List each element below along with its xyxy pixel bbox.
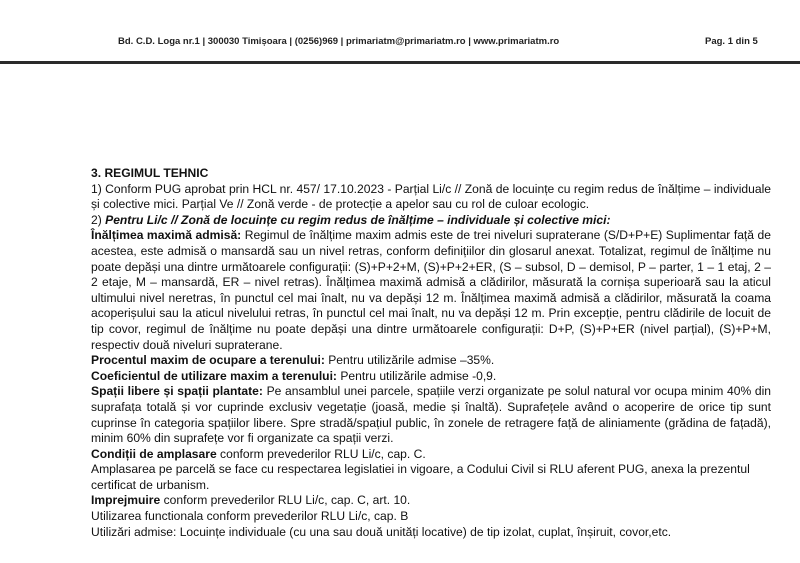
pot-text: Pentru utilizările admise –35%.: [324, 353, 495, 368]
paragraph-pot: [91, 353, 771, 369]
pot-label: Procentul maxim de ocupare a terenului:: [91, 353, 325, 368]
fence-label: Imprejmuire: [91, 493, 161, 508]
page-number: Pag. 1 din 5: [705, 36, 758, 47]
paragraph-allowed-uses: Utilizări admise: Locuințe individuale (cu una sau două unități locative) de tip izolat, cuplat, înșiruit, covor,etc.: [91, 524, 672, 539]
green-label: Spații libere și spații plantate:: [91, 384, 263, 399]
paragraph-fence: [91, 493, 771, 509]
placement-label: Condiții de amplasare: [91, 446, 217, 461]
paragraph-placement: Amplasarea pe parcelă se face cu respectarea legislatiei in vigoare, a Codului Civil si RLU aferent PUG, anexa la prezentul certificat de urbanism.: [91, 462, 750, 492]
page-header: [0, 0, 800, 62]
height-text: Regimul de înălțime maxim admis este de trei niveluri supraterane (S/D+P+E) Suplimentar față de acestea, este admisă o mansardă sau un nivel retras, conform definițiilor din glosarul anexat. Totalizat, regimul de înălțime nu poate depăși una dintre următoarele configurații: (S)+P+2+M, (S)+P+2+ER, (S – subsol, D – demisol, P – parter, 1 – 1 etaj, 2 – 2 etaje, M – mansardă, ER – nivel retras). Înălțimea maximă admisă a clădirilor, măsurată la cornișa superioară sau la aticul ultimului nivel neretras, în punctul cel mai înalt, nu va depăși 12 m. Înălțimea maximă admisă a clădirilor, măsurată la coama acoperișului sau la aticul nivelului retras, în punctul cel mai înalt, nu va depăși 12 m. Prin excepție, pentru clădirile de locuit de tip covor, regimul de înălțime nu poate depăși una dintre următoarele configurații: D+P, (S)+P+ER (nivel parțial), (S)+P+M, respectiv două niveluri supraterane.: [91, 228, 771, 352]
paragraph-placement-conditions: [91, 447, 771, 463]
section-title: 3. REGIMUL TEHNIC: [91, 166, 209, 180]
paragraph-zone-heading: [91, 213, 771, 229]
cut-label: Coeficientul de utilizare maxim a terenului:: [91, 368, 337, 383]
fence-text: conform prevederilor RLU Li/c, cap. C, art. 10.: [160, 493, 411, 508]
header-address: Bd. C.D. Loga nr.1 | 300030 Timișoara | (0256)969 | primariatm@primariatm.ro | www.primariatm.ro: [118, 36, 560, 47]
cut-text: Pentru utilizările admise -0,9.: [336, 368, 497, 383]
paragraph-cut: [91, 369, 771, 385]
paragraph-height: [91, 228, 771, 353]
zone-heading: Pentru Li/c // Zonă de locuințe cu regim redus de înălțime – individuale și colective mici:: [105, 212, 611, 227]
document-body: [91, 166, 771, 540]
placement-text: conform prevederilor RLU Li/c, cap. C.: [216, 446, 426, 461]
paragraph-functional-use: Utilizarea functionala conform prevederilor RLU Li/c, cap. B: [91, 509, 409, 524]
header-divider: [0, 61, 800, 64]
height-label: Înălțimea maximă admisă:: [91, 228, 242, 243]
paragraph-pug: 1) Conform PUG aprobat prin HCL nr. 457/ 17.10.2023 - Parțial Li/c // Zonă de locuințe cu regim redus de înălțime – individuale și colective mici. Parțial Ve // Zonă verde - de protecție a apelor sau cu rol de culoar ecologic.: [91, 181, 771, 212]
paragraph-number: 2): [91, 212, 106, 227]
paragraph-green-spaces: [91, 384, 771, 446]
green-text: Pe ansamblul unei parcele, spațiile verzi organizate pe solul natural vor ocupa minim 40% din suprafața totală și vor cuprinde exclusiv vegetație (joasă, medie și înaltă). Suprafețele având o acoperire de orice tip sunt cuprinse în categoria spațiilor libere. Spre stradă/spațiul public, în zonele de retragere față de aliniamente (grădina de fațadă), minim 60% din suprafețe vor fi organizate ca spații verzi.: [91, 384, 771, 446]
